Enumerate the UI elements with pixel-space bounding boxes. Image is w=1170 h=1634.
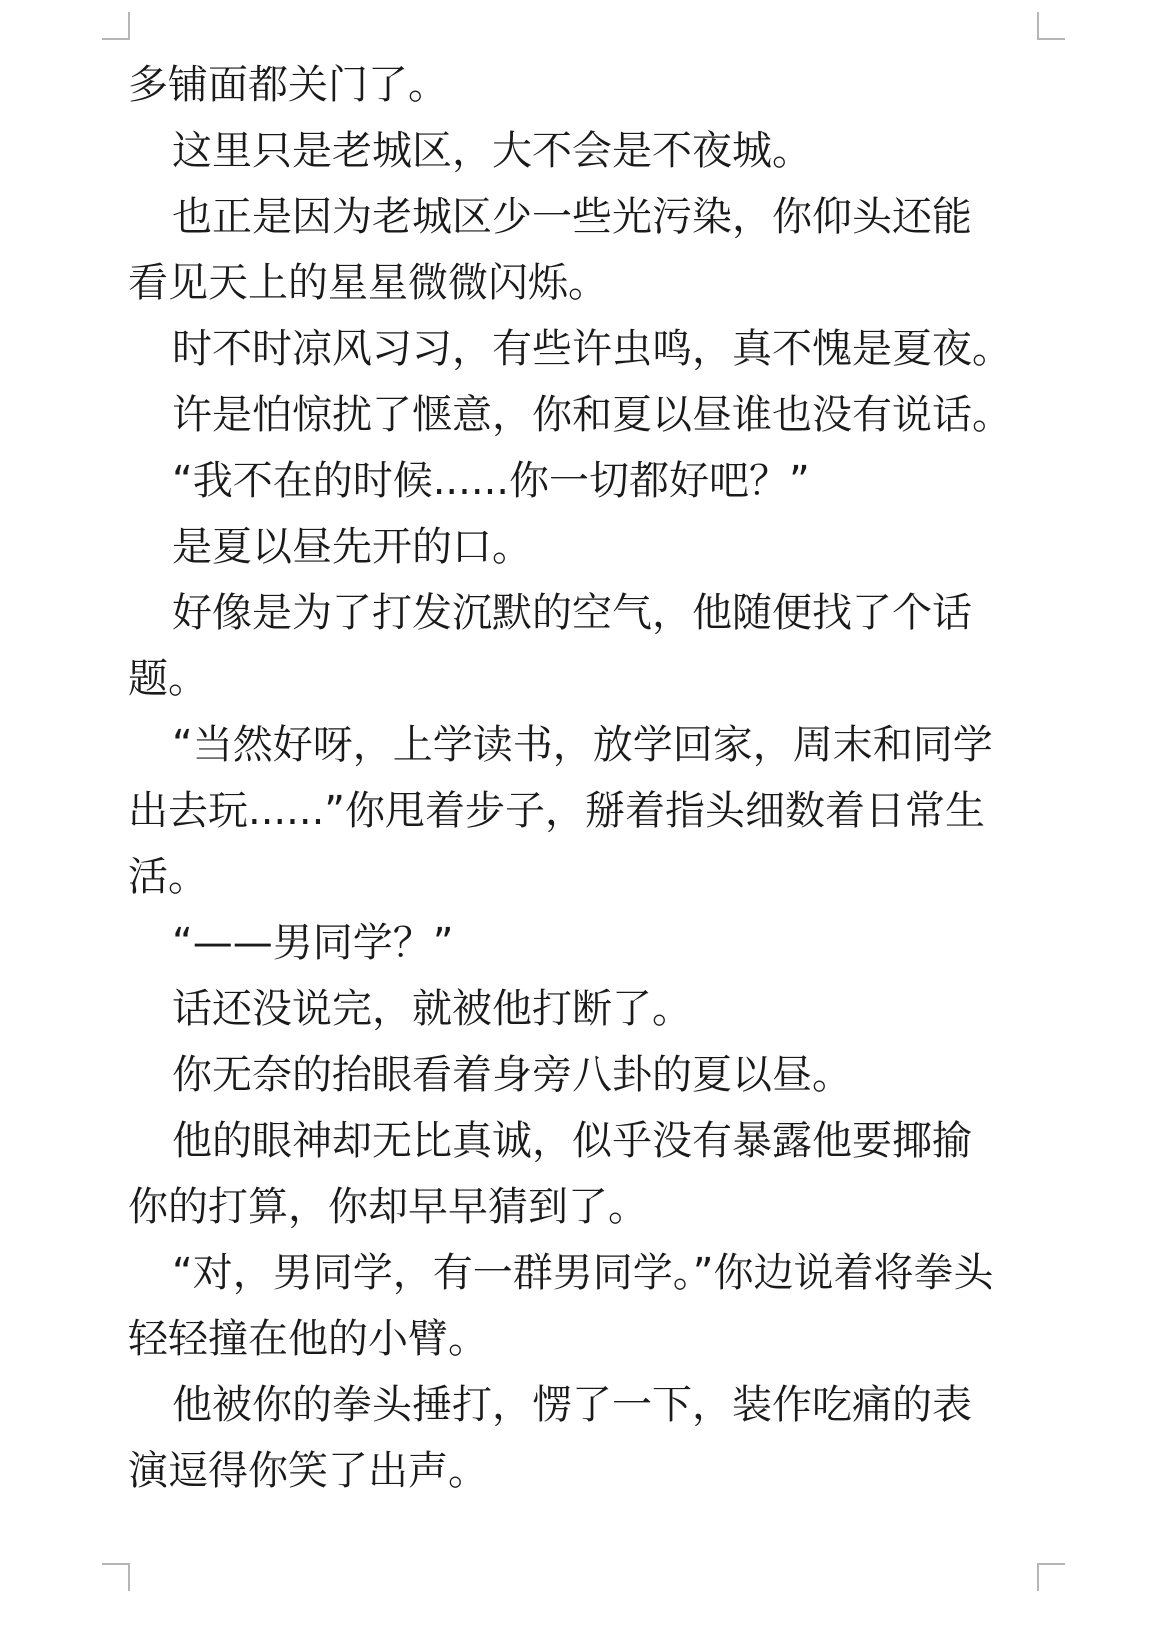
text-line: 好像是为了打发沉默的空气，他随便找了个话 [172, 590, 972, 636]
text-line: 也正是因为老城区少一些光污染，你仰头还能 [172, 194, 972, 240]
text-line: 你无奈的抬眼看着身旁八卦的夏以昼。 [172, 1052, 852, 1098]
text-line: 题。 [128, 656, 208, 702]
text-line: 活。 [128, 854, 208, 900]
crop-mark-bottom-right [1037, 1563, 1065, 1591]
text-line: “我不在的时候......你一切都好吧？” [172, 458, 810, 504]
text-line: 演逗得你笑了出声。 [128, 1448, 488, 1494]
text-line: “对，男同学，有一群男同学。”你边说着将拳头 [172, 1250, 994, 1296]
text-line: 话还没说完，就被他打断了。 [172, 986, 692, 1032]
text-line: 时不时凉风习习，有些许虫鸣，真不愧是夏夜。 [172, 326, 1012, 372]
text-line: 出去玩......”你甩着步子，掰着指头细数着日常生 [128, 788, 986, 834]
document-body [128, 52, 1028, 1504]
text-line: 是夏以昼先开的口。 [172, 524, 532, 570]
text-line: 这里只是老城区，大不会是不夜城。 [172, 128, 812, 174]
text-line: 他被你的拳头捶打，愣了一下，装作吃痛的表 [172, 1382, 972, 1428]
text-line: “——男同学？” [172, 920, 454, 966]
text-line: “当然好呀，上学读书，放学回家，周末和同学 [172, 722, 993, 768]
text-line: 多铺面都关门了。 [128, 62, 448, 108]
crop-mark-bottom-left [102, 1563, 130, 1591]
crop-mark-top-left [102, 12, 130, 40]
text-line: 轻轻撞在他的小臂。 [128, 1316, 488, 1362]
text-line: 你的打算，你却早早猜到了。 [128, 1184, 648, 1230]
text-line: 许是怕惊扰了惬意，你和夏以昼谁也没有说话。 [172, 392, 1012, 438]
crop-mark-top-right [1037, 12, 1065, 40]
text-line: 看见天上的星星微微闪烁。 [128, 260, 608, 306]
text-line: 他的眼神却无比真诚，似乎没有暴露他要揶揄 [172, 1118, 972, 1164]
